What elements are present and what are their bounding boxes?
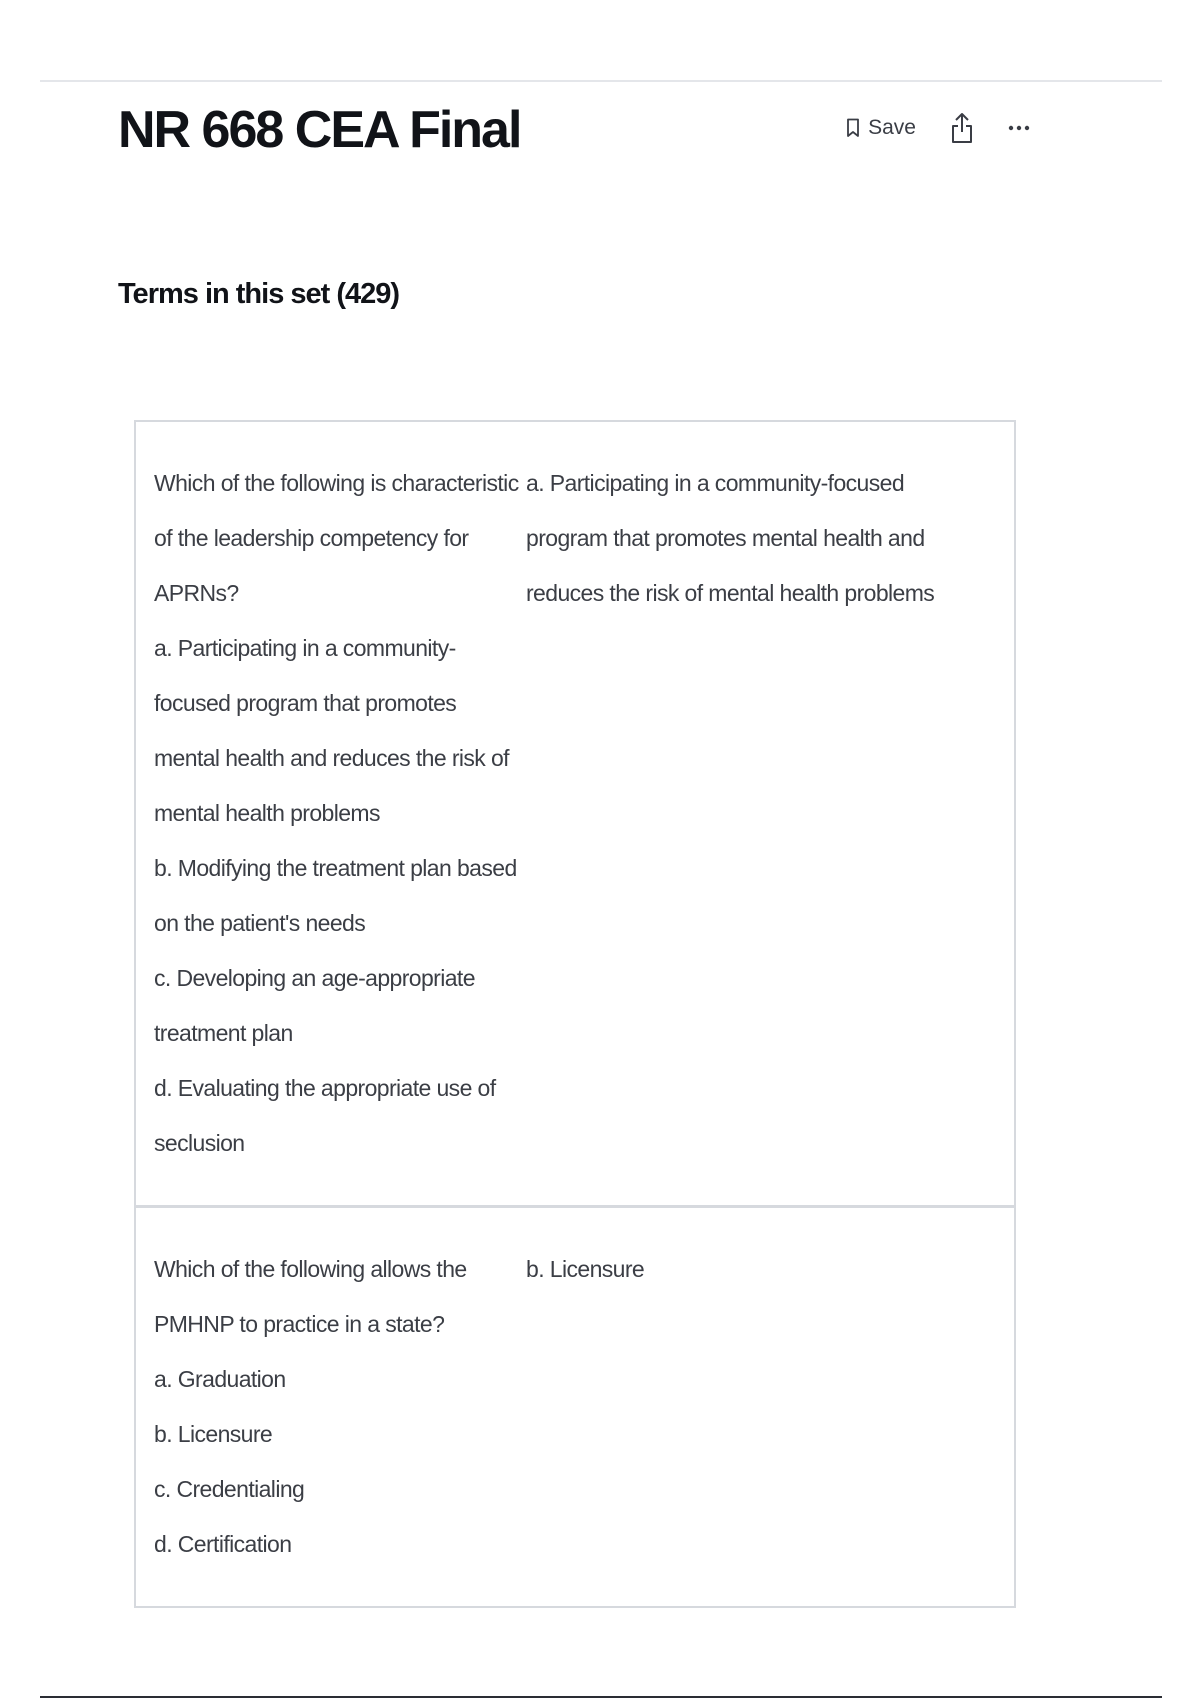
page-title: NR 668 CEA Final — [118, 101, 521, 159]
term-question: Which of the following allows the PMHNP to practice in a state? — [154, 1256, 467, 1337]
bottom-divider — [40, 1696, 1162, 1698]
share-icon — [950, 111, 974, 145]
term-option: a. Participating in a community-focused program that promotes mental health and reduces the risk of mental health problems — [154, 635, 509, 826]
flashcard-list — [134, 420, 1016, 1608]
share-button[interactable] — [950, 111, 974, 145]
save-label: Save — [868, 116, 916, 139]
set-header — [118, 96, 1030, 166]
card-term — [154, 456, 526, 1171]
bookmark-icon — [846, 118, 860, 138]
flashcard-row[interactable] — [136, 1205, 1014, 1606]
card-definition: a. Participating in a community-focused program that promotes mental health and reduces the risk of mental health problems — [526, 470, 935, 606]
term-option: b. Licensure — [154, 1421, 273, 1447]
card-definition: b. Licensure — [526, 1256, 645, 1282]
terms-heading: Terms in this set (429) — [118, 278, 400, 310]
flashcard-row[interactable] — [136, 422, 1014, 1205]
term-question: Which of the following is characteristic of the leadership competency for APRNs? — [154, 470, 519, 606]
term-option: d. Certification — [154, 1531, 292, 1557]
save-button[interactable] — [846, 116, 916, 140]
term-option: b. Modifying the treatment plan based on the patient's needs — [154, 855, 517, 936]
term-option: c. Credentialing — [154, 1476, 305, 1502]
term-option: a. Graduation — [154, 1366, 286, 1392]
term-option: d. Evaluating the appropriate use of seclusion — [154, 1075, 496, 1156]
card-term — [154, 1242, 526, 1572]
term-option: c. Developing an age-appropriate treatment plan — [154, 965, 475, 1046]
top-divider — [40, 80, 1162, 82]
header-actions — [846, 110, 1030, 146]
more-icon — [1008, 125, 1030, 131]
more-button[interactable] — [1008, 125, 1030, 131]
